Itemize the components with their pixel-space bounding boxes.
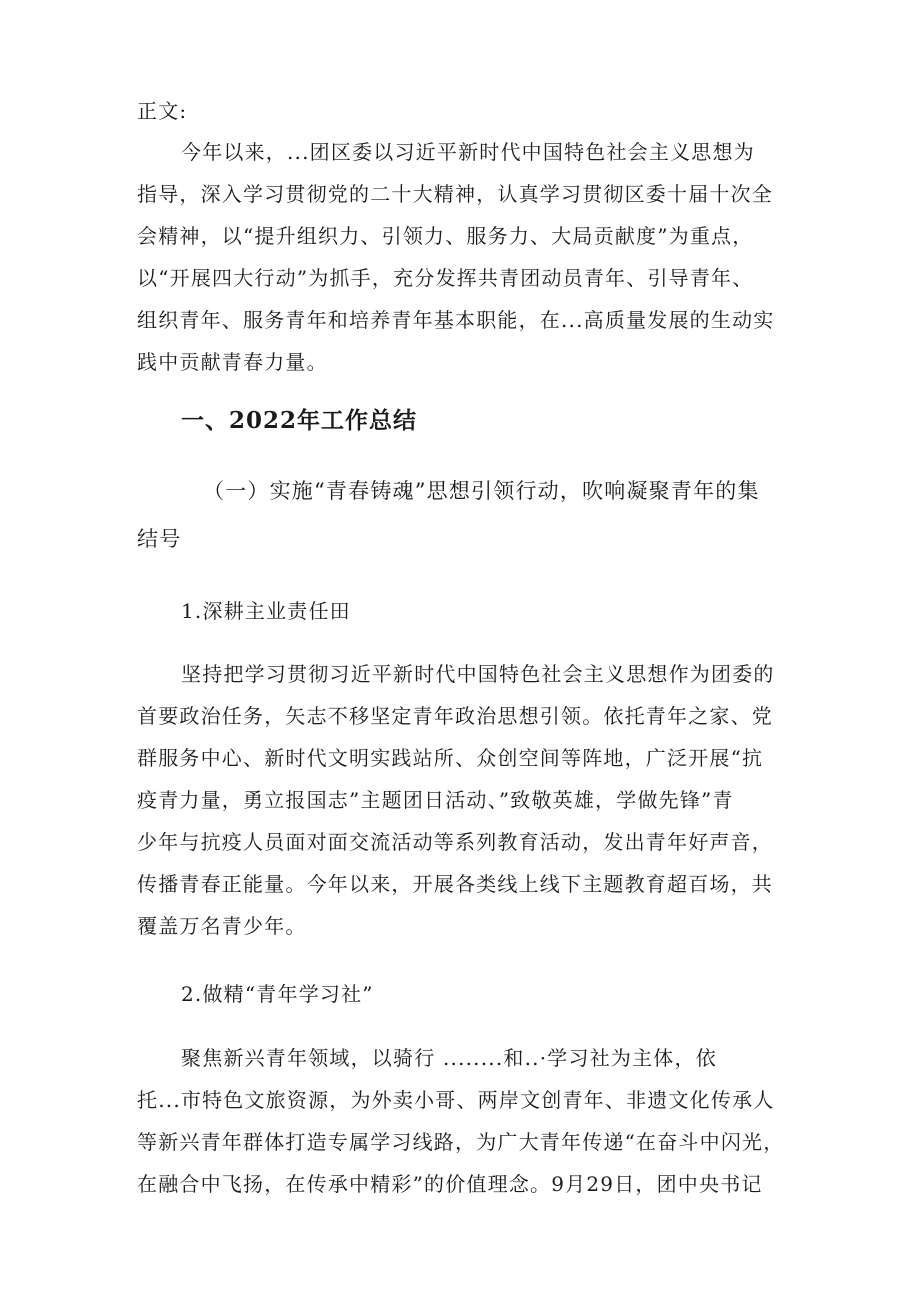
- item1-line: 群服务中心、新时代文明实践站所、众创空间等阵地，广泛开展“抗: [137, 746, 764, 770]
- item-heading: 2.做精“青年学习社”: [181, 982, 374, 1006]
- intro-line: 指导，深入学习贯彻党的二十大精神，认真学习贯彻区委十届十次全: [137, 182, 773, 206]
- item2-line: 聚焦新兴青年领域，以骑行 ........和..·学习社为主体，依: [181, 1046, 717, 1070]
- intro-line: 今年以来，...团区委以习近平新时代中国特色社会主义思想为: [181, 140, 755, 164]
- section-heading: 一、2022年工作总结: [181, 407, 418, 434]
- item2-line: 等新兴青年群体打造专属学习线路，为广大青年传递“在奋斗中闪光，: [137, 1130, 785, 1154]
- intro-line: 以“开展四大行动”为抓手，充分发挥共青团动员青年、引导青年、: [137, 266, 754, 290]
- subsection-heading: （一）实施“青春铸魂”思想引领行动，吹响凝聚青年的集: [203, 479, 760, 503]
- subsection-heading-continuation: 结号: [137, 527, 182, 551]
- item-heading: 1.深耕主业责任田: [181, 599, 351, 623]
- item1-line: 坚持把学习贯彻习近平新时代中国特色社会主义思想作为团委的: [181, 662, 775, 686]
- item2-line: 托...市特色文旅资源，为外卖小哥、两岸文创青年、非遗文化传承人: [137, 1088, 775, 1112]
- item1-line: 首要政治任务，矢志不移坚定青年政治思想引领。依托青年之家、党: [137, 704, 773, 728]
- intro-line: 组织青年、服务青年和培养青年基本职能，在...高质量发展的生动实: [137, 308, 775, 332]
- intro-line: 践中贡献青春力量。: [137, 350, 328, 374]
- body-label: 正文:: [137, 99, 188, 123]
- item1-line: 覆盖万名青少年。: [137, 914, 307, 938]
- item1-line: 疫青力量，勇立报国志”主题团日活动、”致敬英雄，学做先锋”青: [137, 788, 734, 812]
- item1-line: 少年与抗疫人员面对面交流活动等系列教育活动，发出青年好声音，: [137, 830, 773, 854]
- item1-line: 传播青春正能量。今年以来，开展各类线上线下主题教育超百场，共: [137, 872, 773, 896]
- item2-line: 在融合中飞扬，在传承中精彩”的价值理念。9月29日，团中央书记: [137, 1172, 763, 1196]
- intro-line: 会精神，以“提升组织力、引领力、服务力、大局贡献度”为重点，: [137, 224, 754, 248]
